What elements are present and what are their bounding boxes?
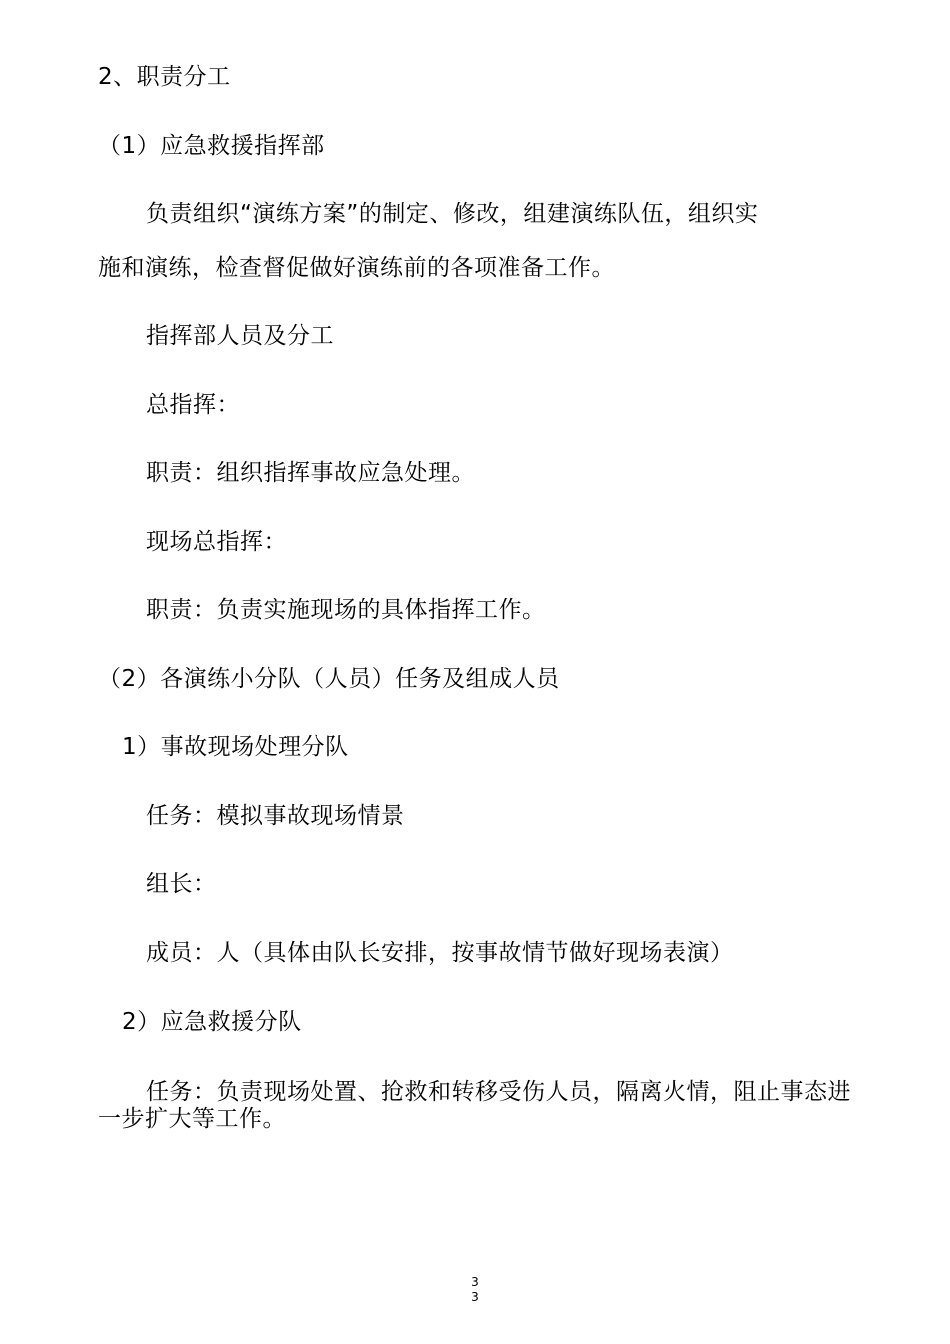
section-heading: 2、职责分工: [98, 64, 231, 90]
list-item-heading: 2）应急救援分队: [122, 1009, 302, 1035]
subsection-heading: （2）各演练小分队（人员）任务及组成人员: [98, 666, 560, 692]
paragraph-line: 任务：负责现场处置、抢救和转移受伤人员，隔离火情，阻止事态进: [146, 1079, 851, 1105]
subsection-heading: （1）应急救援指挥部: [98, 133, 325, 159]
paragraph-line: 职责：负责实施现场的具体指挥工作。: [146, 597, 546, 623]
page-number: 3: [471, 1275, 479, 1289]
paragraph-line: 负责组织“演练方案”的制定、修改，组建演练队伍，组织实: [146, 201, 759, 227]
paragraph-line: 职责：组织指挥事故应急处理。: [146, 460, 475, 486]
paragraph-line: 任务：模拟事故现场情景: [146, 803, 405, 829]
paragraph-line: 指挥部人员及分工: [146, 323, 334, 349]
paragraph-line: 一步扩大等工作。: [98, 1106, 286, 1132]
page-number: 3: [471, 1290, 479, 1304]
list-item-heading: 1）事故现场处理分队: [122, 734, 349, 760]
paragraph-line: 组长：: [146, 871, 217, 897]
paragraph-line: 施和演练，检查督促做好演练前的各项准备工作。: [98, 255, 615, 281]
paragraph-line: 成员：人（具体由队长安排，按事故情节做好现场表演）: [146, 940, 734, 966]
paragraph-line: 总指挥：: [146, 392, 240, 418]
paragraph-line: 现场总指挥：: [146, 529, 287, 555]
